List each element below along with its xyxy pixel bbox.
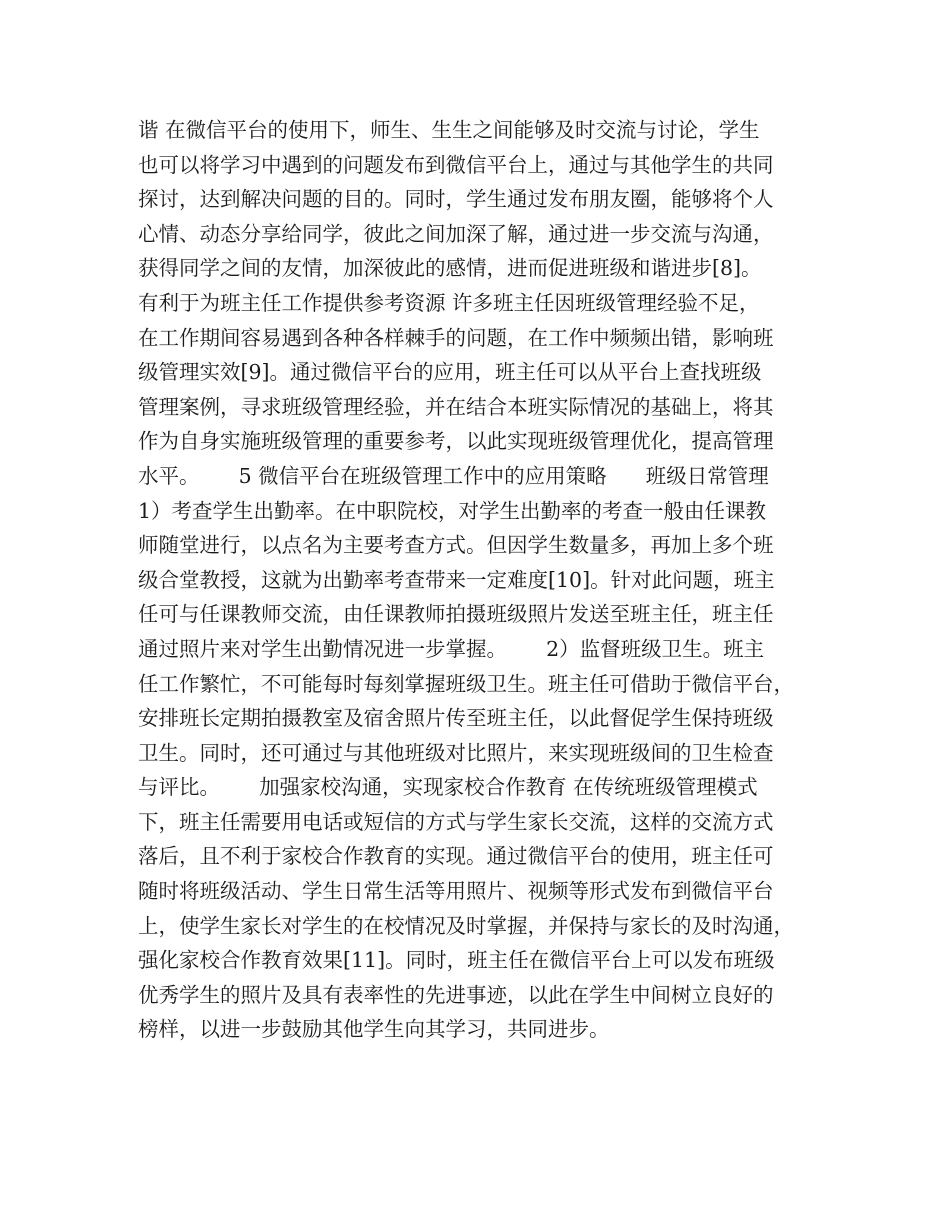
text-line: 作为自身实施班级管理的重要参考，以此实现班级管理优化，提高管理 [138, 429, 774, 454]
text-line: 在工作期间容易遇到各种各样棘手的问题，在工作中频频出错，影响班 [138, 325, 774, 350]
text-line: 通过照片来对学生出勤情况进一步掌握。 2）监督班级卫生。班主 [138, 636, 765, 661]
text-line: 有利于为班主任工作提供参考资源 许多班主任因班级管理经验不足， [138, 290, 760, 315]
text-line: 强化家校合作教育效果[11]。同时，班主任在微信平台上可以发布班级 [138, 948, 775, 973]
text-line: 获得同学之间的友情，加深彼此的感情，进而促进班级和谐进步[8]。 [138, 256, 762, 281]
text-line: 1）考查学生出勤率。在中职院校，对学生出勤率的考查一般由任课教 [138, 498, 767, 523]
text-line: 师随堂进行，以点名为主要考查方式。但因学生数量多，再加上多个班 [138, 533, 774, 558]
text-line: 榜样，以进一步鼓励其他学生向其学习，共同进步。 [138, 1017, 610, 1042]
text-line: 管理案例，寻求班级管理经验，并在结合本班实际情况的基础上，将其 [138, 394, 774, 419]
text-line: 级合堂教授，这就为出勤率考查带来一定难度[10]。针对此问题，班主 [138, 567, 775, 592]
text-line: 优秀学生的照片及具有表率性的先进事迹，以此在学生中间树立良好的 [138, 982, 774, 1007]
text-line: 下，班主任需要用电话或短信的方式与学生家长交流，这样的交流方式 [138, 809, 774, 834]
text-line: 谐 在微信平台的使用下，师生、生生之间能够及时交流与讨论，学生 [138, 118, 760, 142]
text-line: 水平。 5 微信平台在班级管理工作中的应用策略 班级日常管理 [138, 463, 769, 488]
body-text [138, 113, 818, 1047]
text-line: 安排班长定期拍摄教室及宿舍照片传至班主任，以此督促学生保持班级 [138, 706, 774, 731]
text-line: 探讨，达到解决问题的目的。同时，学生通过发布朋友圈，能够将个人 [138, 187, 774, 212]
text-line: 上，使学生家长对学生的在校情况及时掌握，并保持与家长的及时沟通， [138, 913, 794, 938]
text-line: 卫生。同时，还可通过与其他班级对比照片，来实现班级间的卫生检查 [138, 740, 774, 765]
text-line: 与评比。 加强家校沟通，实现家校合作教育 在传统班级管理模式 [138, 775, 758, 800]
text-line: 任工作繁忙，不可能每时每刻掌握班级卫生。班主任可借助于微信平台， [138, 671, 794, 696]
text-line: 也可以将学习中遇到的问题发布到微信平台上，通过与其他学生的共同 [138, 152, 774, 177]
text-line: 心情、动态分享给同学，彼此之间加深了解，通过进一步交流与沟通， [138, 221, 774, 246]
text-line: 级管理实效[9]。通过微信平台的应用，班主任可以从平台上查找班级 [138, 360, 762, 385]
text-line: 随时将班级活动、学生日常生活等用照片、视频等形式发布到微信平台 [138, 879, 774, 904]
text-line: 任可与任课教师交流，由任课教师拍摄班级照片发送至班主任，班主任 [138, 602, 774, 627]
text-line: 落后，且不利于家校合作教育的实现。通过微信平台的使用，班主任可 [138, 844, 774, 869]
